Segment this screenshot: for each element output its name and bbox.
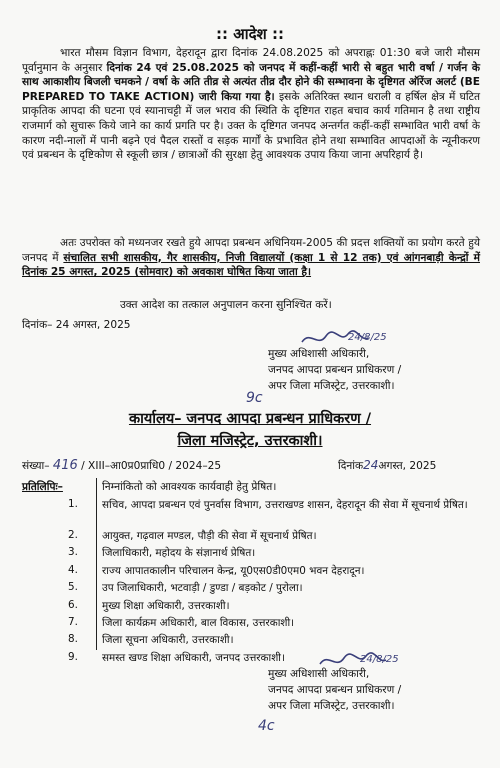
signature-block-2: मुख्य अधिशासी अधिकारी, जनपद आपदा प्रबन्धन प्राधिकरण / अपर जिला मजिस्ट्रेट, उत्तरकाशी। <box>268 668 402 712</box>
order-paragraph-3: उक्त आदेश का तत्काल अनुपालन करना सुनिश्चित करें। <box>120 299 332 311</box>
handwritten-mark-1: 9c <box>246 390 263 406</box>
office-title-line-2: जिला मजिस्ट्रेट, उत्तरकाशी। <box>177 433 323 449</box>
list-item: 6. मुख्य शिक्षा अधिकारी, उत्तरकाशी। <box>68 598 230 612</box>
order-paragraph-2: अतः उपरोक्त को मध्यनजर रखते हुये आपदा प्रबन्धन अधिनियम-2005 की प्रदत्त शक्तियों का प्रयोग करते हुये जनपद में संचालित सभी शासकीय, गैर शासकीय, निजी विद्यालयों (कक्षा 1 से 12 तक) एवं आंगनबाड़ी केन्द्रों में दिनांक 25 अगस्त, 2025 (सोमवार) को अवकाश घोषित किया जाता है। <box>22 237 480 279</box>
reference-number: संख्या– 416 / XIII–आ0प्र0प्राधि0 / 2024–25 <box>22 458 222 473</box>
order-title: :: आदेश :: <box>216 25 284 43</box>
list-item: 4. राज्य आपातकालीन परिचालन केन्द्र, यू0एस0डी0एम0 भवन देहरादून। <box>68 563 365 577</box>
handwritten-ref-number: 416 <box>52 458 78 473</box>
order-paragraph-1: भारत मौसम विज्ञान विभाग, देहरादून द्वारा दिनांक 24.08.2025 को अपराह्नः 01:30 बजे जारी मौसम पूर्वानुमान के अनुसार दिनांक 24 एवं 25.08.2025 को जनपद में कहीं-कहीं भारी से बहुत भारी वर्षा / गर्जन के साथ आकाशीय बिजली चमकने / वर्षा के अति तीव्र से अत्यंत तीव्र दौर होने की सम्भावना के दृष्टिगत ऑरेंज अलर्ट (BE PREPARED TO TAKE ACTION) जारी किया गया है। इसके अतिरिक्त स्थान धराली व हर्षिल क्षेत्र में घटित प्राकृतिक आपदा की घटना एवं स्यानाचट्टी में जल भराव की स्थिति के दृष्टिगत राहत बचाव कार्य गतिमान है तथा राष्ट्रीय राजमार्ग को सुचारू किये जाने का कार्य प्रगति पर है। उक्त के दृष्टिगत जनपद अन्तर्गत कहीं-कहीं सम्भावित भारी वर्षा के कारण नदी-नालों में पानी बढ़ने एवं पैदल रास्तों व सड़क मार्गों के प्रभावित होने तथा सम्भावित आपदाओं के न्यूनीकरण एवं प्रबन्धन के दृष्टिकोण से स्कूली छात्र / छात्राओं की सुरक्षा हेतु आवश्यक उपाय किया जाना अपरिहार्य है। <box>22 47 480 162</box>
list-item: 1. सचिव, आपदा प्रबन्धन एवं पुनर्वास विभाग, उत्तराखण्ड शासन, देहरादून की सेवा में सूचनार्थ प्रेषित। <box>68 498 468 511</box>
list-item: 8. जिला सूचना अधिकारी, उत्तरकाशी। <box>68 633 234 647</box>
list-item: 2. आयुक्त, गढ़वाल मण्डल, पौड़ी की सेवा में सूचनार्थ प्रेषित। <box>68 529 317 542</box>
office-title-line-1: कार्यालय– जनपद आपदा प्रबन्धन प्राधिकरण / <box>128 411 372 427</box>
copy-to-intro: निम्नांकितो को आवश्यक कार्यवाही हेतु प्रेषित। <box>102 481 277 493</box>
list-item: 9. समस्त खण्ड शिक्षा अधिकारी, जनपद उत्तरकाशी। <box>68 650 285 664</box>
handwritten-mark-2: 4c <box>258 718 275 734</box>
reference-date: दिनांक24अगस्त, 2025 <box>338 458 437 472</box>
handwritten-date-day: 24 <box>363 458 379 472</box>
handwritten-initial-date-1: 24/8/25 <box>348 332 387 343</box>
list-item: 7. जिला कार्यक्रम अधिकारी, बाल विकास, उत्तरकाशी। <box>68 615 295 629</box>
order-date: दिनांक– 24 अगस्त, 2025 <box>22 319 131 331</box>
copy-to-list <box>22 498 482 668</box>
signature-block-1: मुख्य अधिशासी अधिकारी, जनपद आपदा प्रबन्धन प्राधिकरण / अपर जिला मजिस्ट्रेट, उत्तरकाशी। <box>268 348 402 392</box>
list-item: 5. उप जिलाधिकारी, भटवाड़ी / डुण्डा / बड़कोट / पुरोला। <box>68 581 303 595</box>
list-item: 3. जिलाधिकारी, महोदय के संज्ञानार्थ प्रेषित। <box>68 546 256 560</box>
copy-to-label: प्रतिलिपिः– <box>22 481 63 493</box>
handwritten-initial-date-2: 24/8/25 <box>360 654 399 665</box>
